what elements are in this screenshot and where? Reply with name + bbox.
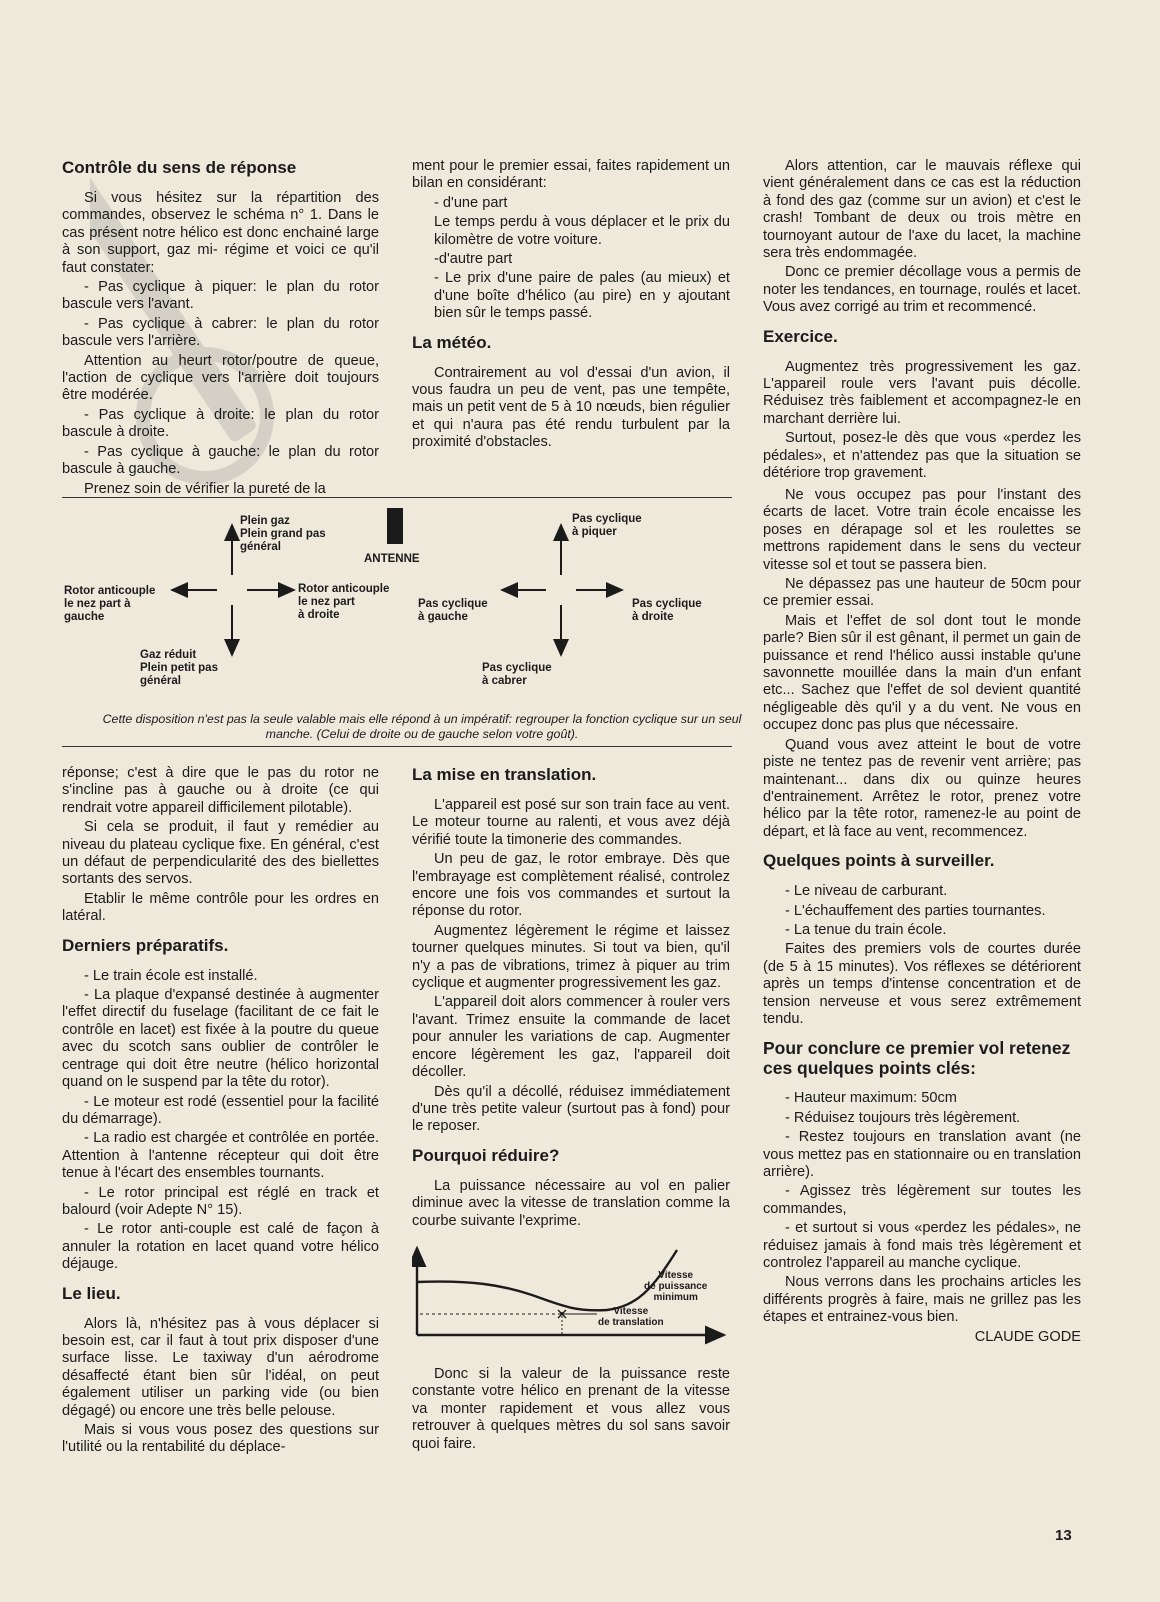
author-signature: CLAUDE GODE — [974, 1328, 1081, 1345]
list-item: - La radio est chargée et contrôlée en portée. Attention à l'antenne récepteur qui doit être tenue à l'écart des ensembles tournants. — [62, 1130, 379, 1182]
list-item: - La plaque d'expansé destinée à augmenter l'effet directif du fuselage (facilitant de ce fait le contrôle en lacet) est fixée à la poutre du queue avec du scotch sans oublier de contrôler le centrage qui doit être neutre (hélico horizontal quand on le suspend par la tête du rotor). — [62, 987, 379, 1091]
column-e — [412, 765, 730, 1455]
list-item: - L'échauffement des parties tournantes. — [785, 902, 1046, 919]
heading-exercice: Exercice. — [763, 326, 838, 346]
column-c — [763, 158, 1081, 485]
label-cyclique-droite: Pas cyclique à droite — [632, 598, 702, 623]
column-d — [62, 765, 379, 1459]
heading-points-surveiller: Quelques points à surveiller. — [763, 851, 995, 871]
paragraph: Augmentez légèrement le régime et laissez tourner quelques minutes. Si tout va bien, qu'il n'y a pas de vibrations, trimez à piquer au trim cyclique et augmenter progressivement les gaz. — [412, 922, 730, 992]
list-item: - Hauteur maximum: 50cm — [785, 1090, 957, 1107]
list-item: - Réduisez toujours très légèrement. — [785, 1109, 1021, 1126]
list-item: - Restez toujours en translation avant (ne vous mettez pas en stationnaire ou en translation arrière). — [763, 1129, 1082, 1180]
label-cabrer: Pas cyclique à cabrer — [482, 662, 552, 687]
list-item: - et surtout si vous «perdez les pédales», ne réduisez jamais à fond mais très légèrement et controlez l'appareil au manche cyclique. — [763, 1220, 1081, 1272]
paragraph: Nous verrons dans les prochains articles les différents progrès à faire, mais ne grillez pas les étapes et entrainez-vous bien. — [763, 1274, 1081, 1326]
paragraph: Prenez soin de vérifier la pureté de la — [84, 480, 326, 497]
paragraph: Mais si vous vous posez des questions sur l'utilité ou la rentabilité du déplace- — [62, 1422, 379, 1456]
label-antenne: ANTENNE — [364, 553, 420, 565]
heading-pourquoi-reduire: Pourquoi réduire? — [412, 1145, 560, 1165]
list-item: - Le moteur est rodé (essentiel pour la facilité du démarrage). — [62, 1093, 379, 1127]
list-item: - Le train école est installé. — [84, 967, 258, 984]
label-cyclique-gauche: Pas cyclique à gauche — [418, 598, 488, 623]
list-item: - Le niveau de carburant. — [785, 883, 948, 900]
paragraph: Contrairement au vol d'essai d'un avion, il vous faudra un peu de vent, pas une tempête, mais un petit vent de 5 à 10 nœuds, bien régulier et qui n'aura pas été rendu turbulent par la proximité d'obstacles. — [412, 364, 730, 451]
list-item: - Le prix d'une paire de pales (au mieux) et d'une boîte d'hélico (au pire) en y ajoutant bien sûr le temps passé. — [434, 270, 730, 322]
heading-meteo: La météo. — [412, 332, 492, 352]
label-vitesse-puissance-minimum: Vitesse de puissance minimum — [644, 1269, 708, 1303]
paragraph: Si vous hésitez sur la répartition des commandes, observez le schéma n° 1. Dans le cas présent notre hélico est donc enchainé large à son support, gaz mi- régime et voici ce qu'il faut constater: — [62, 190, 379, 276]
list-item: - Agissez très légèrement sur toutes les commandes, — [763, 1183, 1081, 1217]
paragraph: ment pour le premier essai, faites rapidement un bilan en considérant: — [412, 158, 730, 192]
label-rotor-gauche: Rotor anticouple le nez part à gauche — [64, 585, 156, 623]
column-b — [412, 158, 730, 454]
paragraph: Si cela se produit, il faut y remédier au niveau du plateau cyclique fixe. En général, c'est un défaut de perpendicularité des des biellettes sortants des servos. — [62, 819, 379, 888]
paragraph: Quand vous avez atteint le bout de votre piste ne tentez pas de revenir vent arrière; pas maintenant... dans dix ou quinze heures d'entrainement. Arrêtez le rotor, prenez votre hélico par la tête rotor, ramenez-le au point de départ, et là face au vent, recommencez. — [763, 736, 1081, 840]
paragraph: Un peu de gaz, le rotor embraye. Dès que l'embrayage est complètement réalisé, controlez encore une fois vos commandes et surtout la réponse du rotor. — [412, 851, 730, 920]
paragraph: Ne vous occupez pas pour l'instant des écarts de lacet. Votre train école encaisse les poses en dérapage sol et les roulettes se mettrons rapidement dans le sens du vecteur vitesse sol et tout se passera bien. — [763, 487, 1081, 573]
label-rotor-droite: Rotor anticouple le nez part à droite — [298, 583, 390, 621]
list-item: - d'une part — [434, 194, 508, 211]
paragraph: Attention au heurt rotor/poutre de queue, l'action de cyclique vers l'arrière doit toujours être modérée. — [62, 352, 379, 404]
paragraph: La puissance nécessaire au vol en palier diminue avec la vitesse de translation comme la courbe suivante l'exprime. — [412, 1177, 730, 1229]
paragraph: Ne dépassez pas une hauteur de 50cm pour ce premier essai. — [763, 576, 1081, 610]
paragraph: Faites des premiers vols de courtes durée (de 5 à 15 minutes). Vos réflexes se détériorent après un temps d'intense concentration et de tension nerveuse et vous serez extrêmement tendu. — [763, 941, 1081, 1027]
paragraph: L'appareil doit alors commencer à rouler vers l'avant. Trimez ensuite la commande de lacet pour annuler les variations de cap. Augmenter encore légèrement les gaz, l'appareil doit décoller. — [412, 994, 730, 1081]
heading-le-lieu: Le lieu. — [62, 1283, 121, 1303]
power-curve-diagram — [412, 1240, 730, 1358]
list-item: Le temps perdu à vous déplacer et le prix du kilomètre de votre voiture. — [434, 214, 730, 248]
paragraph: Dès qu'il a décollé, réduisez immédiatement d'une très petite valeur (surtout pas à fond) pour le reposer. — [412, 1083, 730, 1135]
label-gaz-reduit: Gaz réduit Plein petit pas général — [140, 649, 218, 687]
antenna-block — [387, 508, 403, 544]
label-piquer: Pas cyclique à piquer — [572, 513, 642, 538]
list-item: - Le rotor anti-couple est calé de façon à annuler la rotation en lacet quand votre hélico déjauge. — [62, 1221, 379, 1273]
paragraph: réponse; c'est à dire que le pas du rotor ne s'incline pas à gauche ou à droite (ce qui rendrait votre appareil difficilement pilotable). — [62, 765, 379, 816]
paragraph: Alors attention, car le mauvais réflexe qui vient généralement dans ce cas est la réduction à fond des gaz (comme sur un avion) et c'est le crash! Tombant de deux ou trois mètre en tournoyant autour de l'axe du lacet, la machine sera très endommagée. — [763, 158, 1081, 262]
column-a — [62, 158, 379, 500]
heading-mise-en-translation: La mise en translation. — [412, 765, 597, 784]
paragraph: - Pas cyclique à gauche: le plan du rotor bascule à gauche. — [62, 443, 379, 478]
column-f — [763, 487, 1081, 1346]
paragraph: - Pas cyclique à cabrer: le plan du rotor bascule vers l'arrière. — [62, 315, 379, 350]
paragraph: Alors là, n'hésitez pas à vous déplacer si besoin est, car il faut à tout prix disposer d'une surface lisse. Le taxiway d'un aérodrome désaffecté étant bien sûr l'idéal, on peut également utiliser un parking vide (ou bien dégagé) ou encore une très belle pelouse. — [62, 1315, 379, 1419]
heading-derniers-preparatifs: Derniers préparatifs. — [62, 935, 229, 955]
paragraph: - Pas cyclique à droite: le plan du rotor bascule à droite. — [62, 406, 379, 441]
paragraph: Donc si la valeur de la puissance reste constante votre hélico en prenant de la vitesse va monter rapidement et vous allez vous retrouver à quelques mètres du sol sans savoir quoi faire. — [412, 1365, 730, 1452]
diagram-caption: Cette disposition n'est pas la seule valable mais elle répond à un impératif: regrouper la fonction cyclique sur un seul manche. (Celui de droite ou de gauche selon votre goût). — [102, 712, 742, 741]
list-item: - Le rotor principal est réglé en track et balourd (voir Adepte N° 15). — [62, 1184, 379, 1218]
label-plein-gaz: Plein gaz Plein grand pas général — [240, 515, 326, 553]
paragraph: Augmentez très progressivement les gaz. L'appareil roule vers l'avant puis décolle. Réduisez très faiblement et accompagnez-le en marchant derrière lui. — [763, 358, 1081, 427]
heading-controle: Contrôle du sens de réponse — [62, 158, 297, 177]
paragraph: Donc ce premier décollage vous a permis de noter les tendances, en tournage, roulés et lacet. Vous avez corrigé au trim et recommencé. — [763, 264, 1081, 316]
label-vitesse-translation: Vitesse de translation — [598, 1305, 664, 1328]
paragraph: Mais et l'effet de sol dont tout le monde parle? Bien sûr il est gênant, il permet un gain de puissance et rend l'hélico aussi instable qu'une savonnette mouillée dans la main d'un enfant etc... Sachez que l'effet de sol devient quantité négligeable dès qu'il y a du vent. Ne vous en occupez donc pas plus que nécessaire. — [763, 612, 1081, 734]
divider-top — [62, 497, 732, 498]
paragraph: L'appareil est posé sur son train face au vent. Le moteur tourne au ralenti, et vous avez déjà vérifié toute la timonerie des commandes. — [412, 797, 730, 848]
controls-diagram — [62, 500, 742, 750]
list-item: -d'autre part — [434, 251, 513, 268]
paragraph: Etablir le même contrôle pour les ordres en latéral. — [62, 890, 379, 925]
list-item: - La tenue du train école. — [785, 921, 947, 938]
paragraph: Surtout, posez-le dès que vous «perdez les pédales», et n'attendez pas que la situation se détériore trop gravement. — [763, 430, 1081, 482]
page-number: 13 — [1055, 1527, 1072, 1544]
paragraph: - Pas cyclique à piquer: le plan du rotor bascule vers l'avant. — [62, 279, 379, 313]
heading-pour-conclure: Pour conclure ce premier vol retenez ces quelques points clés: — [763, 1038, 1071, 1079]
